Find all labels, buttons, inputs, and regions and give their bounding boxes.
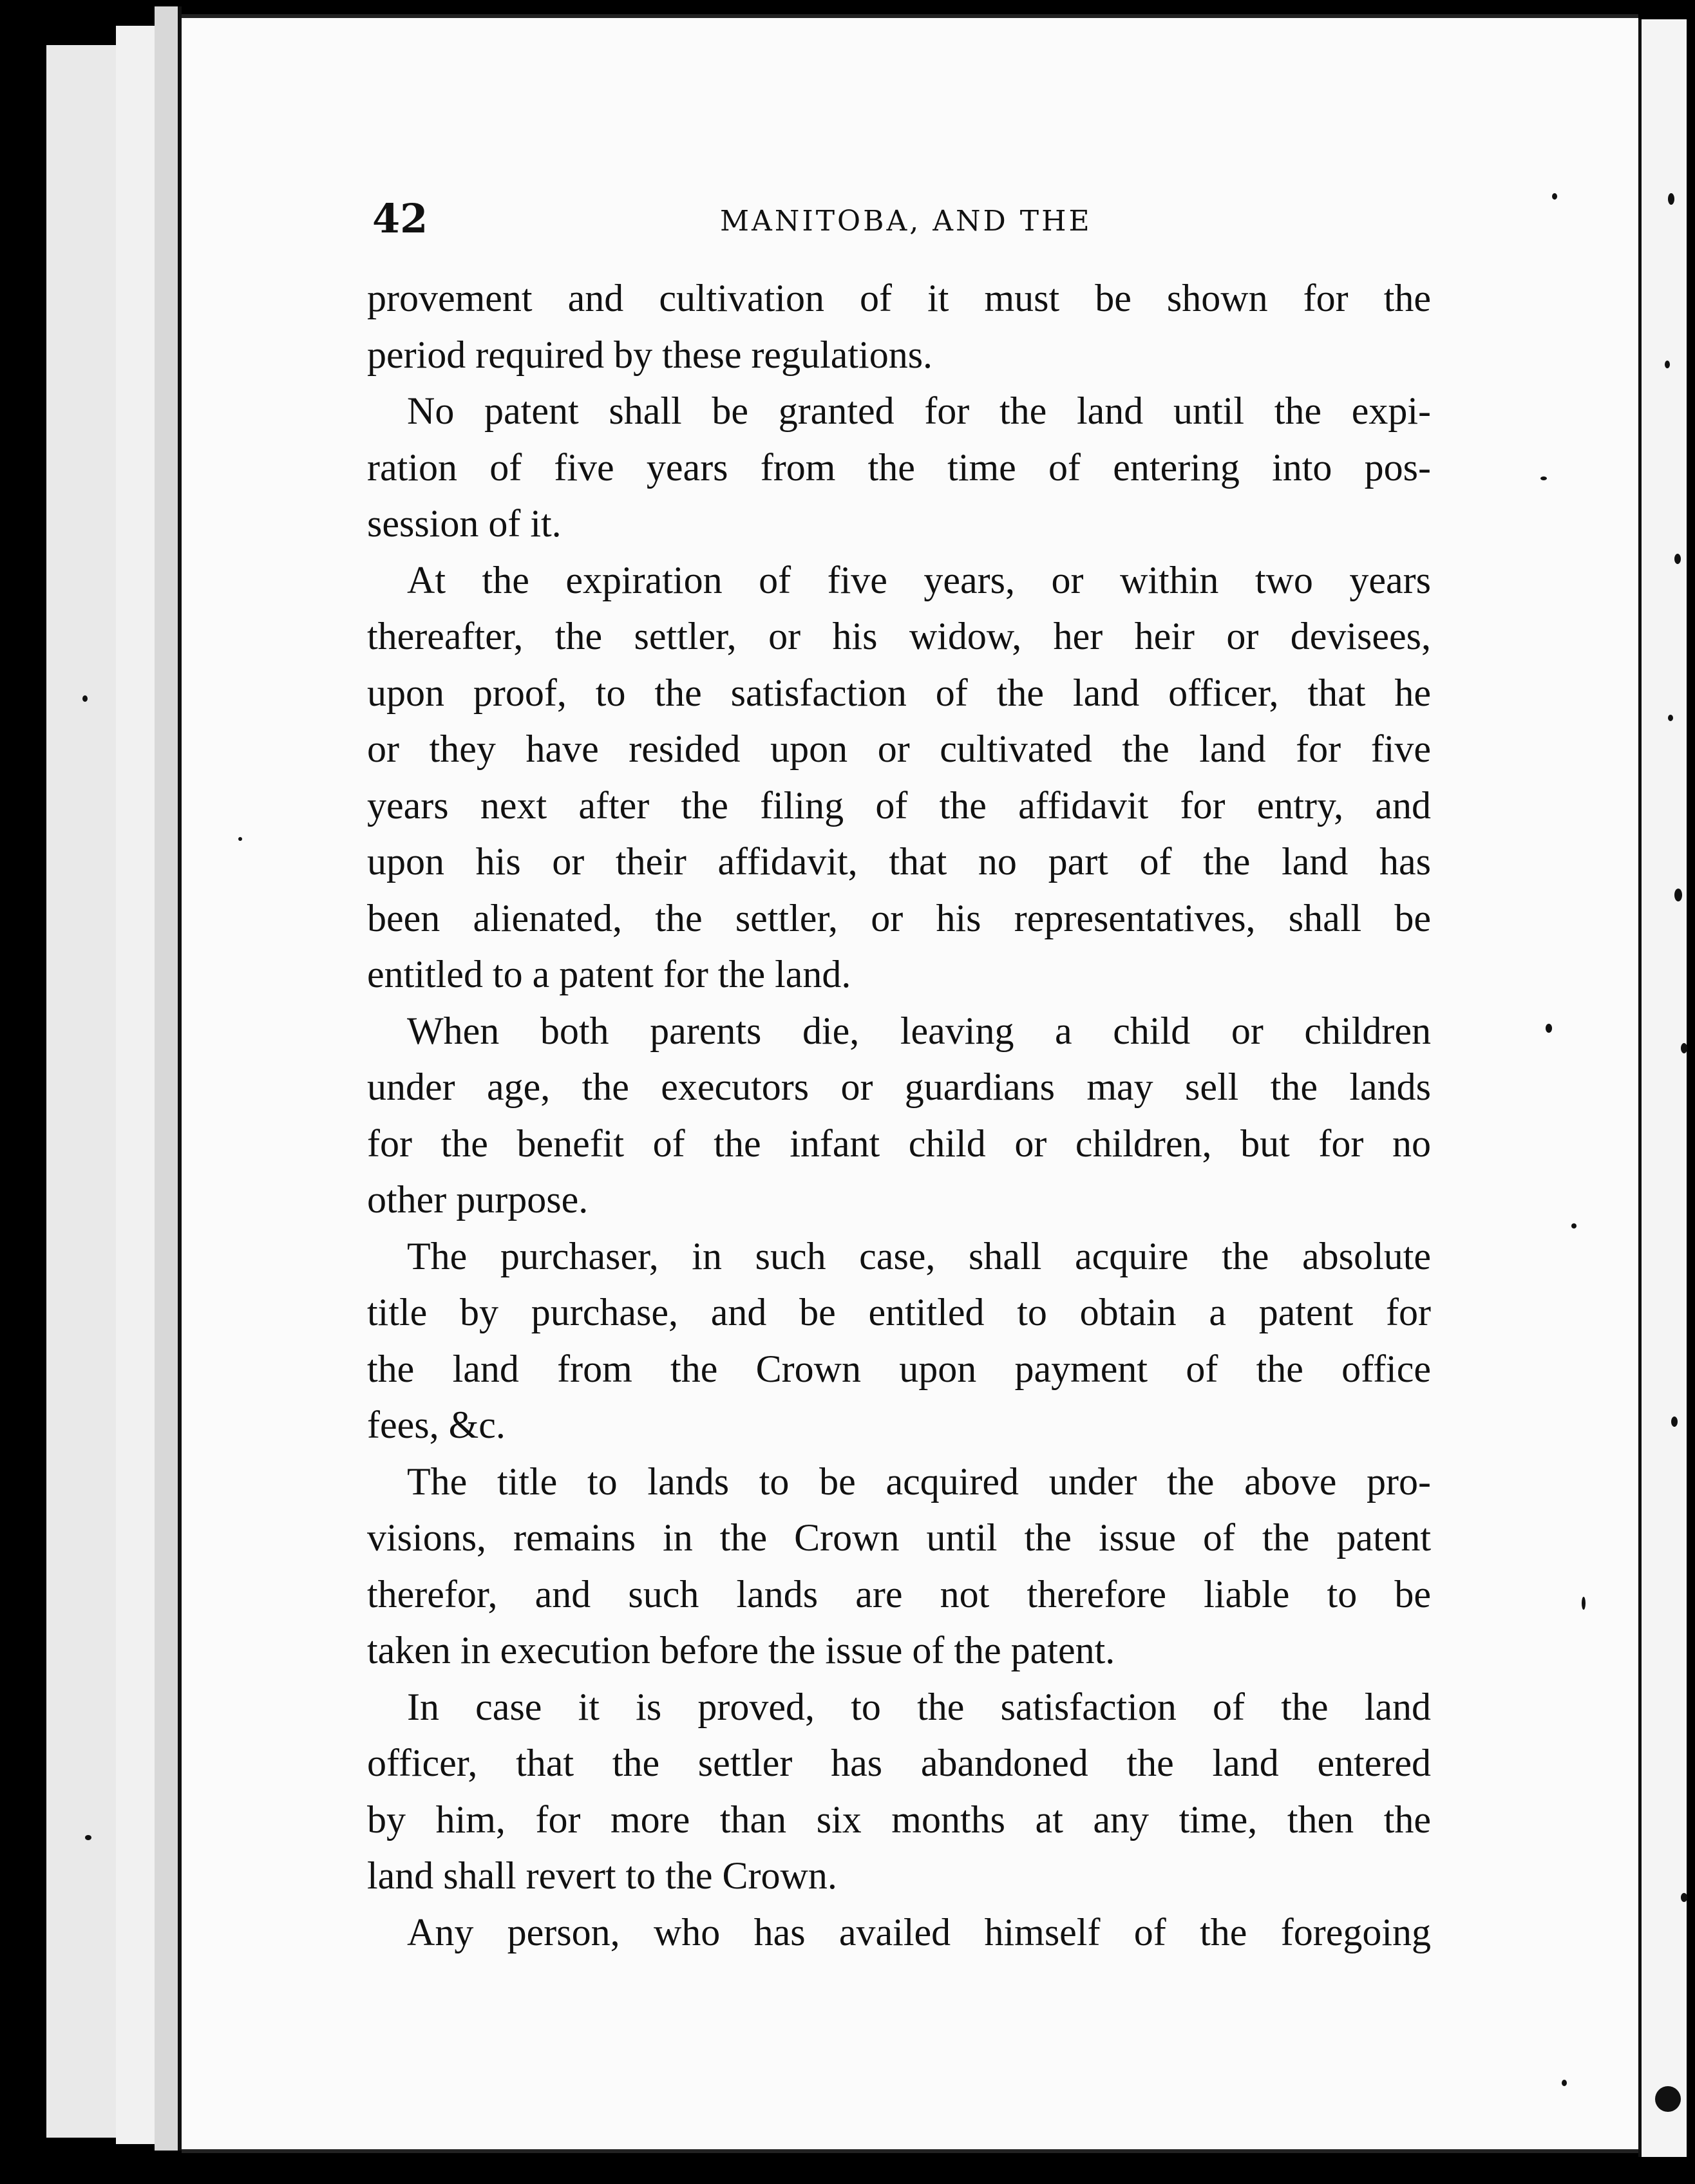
text-line: by him, for more than six months at any time, then the	[367, 1798, 1431, 1841]
text-line: taken in execution before the issue of the patent.	[367, 1629, 1115, 1671]
text-line: officer, that the settler has abandoned the land entered	[367, 1742, 1431, 1784]
text-line: provement and cultivation of it must be shown for the	[367, 277, 1431, 319]
scan-speck	[1571, 1223, 1577, 1228]
running-head: MANITOBA, AND THE	[720, 205, 1092, 238]
text-line: session of it.	[367, 502, 562, 545]
text-line: been alienated, the settler, or his representatives, shall be	[367, 896, 1431, 939]
scan-speck	[1668, 715, 1673, 721]
text-line: land shall revert to the Crown.	[367, 1854, 837, 1897]
page-edge-right	[1638, 19, 1687, 2157]
text-line: The purchaser, in such case, shall acquire the absolute	[407, 1234, 1431, 1277]
page-number: 42	[372, 195, 428, 242]
text-line: other purpose.	[367, 1178, 589, 1221]
scan-speck	[1582, 1597, 1586, 1610]
paragraph	[367, 1454, 1431, 1679]
text-line: visions, remains in the Crown until the issue of the patent	[367, 1516, 1431, 1559]
paragraph	[367, 1679, 1431, 1905]
text-line: years next after the filing of the affidavit for entry, and	[367, 784, 1431, 827]
text-line: fees, &c.	[367, 1404, 506, 1446]
scan-speck	[1674, 554, 1681, 564]
scan-speck	[1674, 889, 1682, 901]
text-line: or they have resided upon or cultivated the land for five	[367, 728, 1431, 770]
text-line: ration of five years from the time of entering into pos-	[367, 446, 1431, 489]
text-line: When both parents die, leaving a child or children	[407, 1009, 1431, 1052]
text-line: the land from the Crown upon payment of the office	[367, 1347, 1431, 1390]
text-line: therefor, and such lands are not therefore liable to be	[367, 1572, 1431, 1615]
text-line: At the expiration of five years, or within two years	[407, 558, 1431, 601]
paragraph	[367, 1003, 1431, 1228]
text-line: title by purchase, and be entitled to obtain a patent for	[367, 1291, 1431, 1333]
scan-speck	[1665, 361, 1670, 368]
page-edge-left	[116, 26, 157, 2144]
scan-speck	[82, 695, 88, 702]
scan-speck	[1552, 193, 1557, 200]
text-line: for the benefit of the infant child or children, but for no	[367, 1122, 1431, 1165]
text-line: entitled to a patent for the land.	[367, 953, 851, 995]
text-line: under age, the executors or guardians may sell the lands	[367, 1066, 1431, 1108]
page-edge-left	[155, 6, 182, 2151]
paragraph	[367, 383, 1431, 552]
page-edge-left	[46, 45, 119, 2138]
body-text	[367, 270, 1431, 1961]
text-line: thereafter, the settler, or his widow, her heir or devisees,	[367, 615, 1431, 657]
paragraph	[367, 1228, 1431, 1454]
text-line: upon proof, to the satisfaction of the land officer, that he	[367, 671, 1431, 714]
paragraph	[367, 552, 1431, 1003]
scan-speck	[1681, 1043, 1687, 1053]
scan-speck	[1546, 1024, 1552, 1033]
paragraph	[367, 1905, 1431, 1961]
page-header	[372, 193, 1428, 245]
scan-speck	[1671, 1417, 1678, 1427]
scan-speck	[1655, 2086, 1681, 2112]
text-line: The title to lands to be acquired under the above pro-	[407, 1460, 1431, 1503]
text-line: No patent shall be granted for the land until the expi-	[407, 390, 1431, 432]
text-line: period required by these regulations.	[367, 333, 933, 376]
text-line: In case it is proved, to the satisfaction of the land	[407, 1685, 1431, 1728]
scan-speck	[1562, 2080, 1567, 2086]
scan-speck	[238, 837, 242, 841]
scan-speck	[1540, 476, 1547, 480]
text-line: Any person, who has availed himself of the foregoing	[407, 1910, 1431, 1953]
paragraph	[367, 270, 1431, 383]
text-line: upon his or their affidavit, that no part of the land has	[367, 840, 1431, 883]
scan-speck	[85, 1835, 91, 1840]
scan-speck	[1668, 193, 1674, 205]
scan-speck	[1681, 1893, 1687, 1902]
